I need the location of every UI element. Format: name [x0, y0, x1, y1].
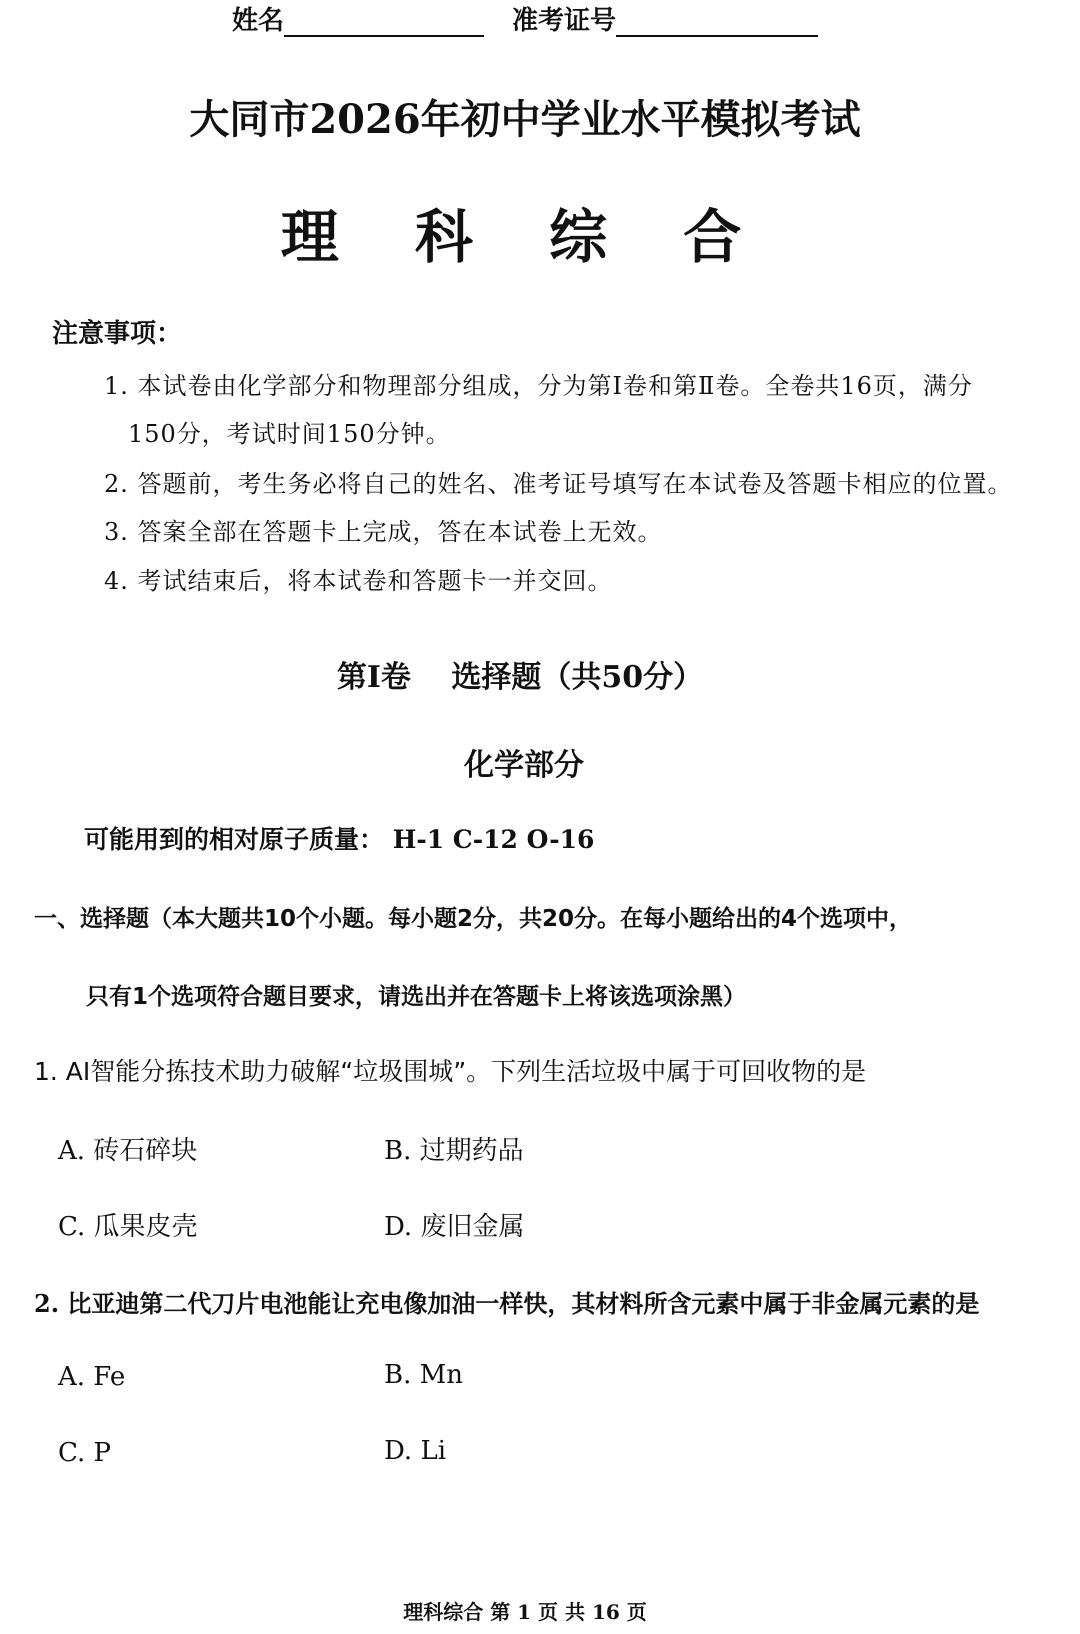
question-stem-2: 2. 比亚迪第二代刀片电池能让充电像加油一样快，其材料所含元素中属于非金属元素的是	[34, 1289, 980, 1318]
exam-id-field[interactable]	[512, 0, 818, 37]
section-title: 第Ⅰ卷 选择题（共50分）	[336, 660, 704, 695]
page-footer: 理科综合 第 1 页 共 16 页	[403, 1600, 647, 1624]
notice-heading: 注意事项：	[52, 319, 183, 349]
question-stem-1: 1. AI智能分拣技术助力破解“垃圾围城”。下列生活垃圾中属于可回收物的是	[34, 1057, 867, 1086]
notice-item: 3. 答案全部在答题卡上完成，答在本试卷上无效。	[104, 518, 663, 546]
atomic-mass-line: 可能用到的相对原子质量： H-1 C-12 O-16	[84, 825, 595, 854]
question-group-instruction: 只有1个选项符合题目要求，请选出并在答题卡上将该选项涂黑）	[86, 984, 747, 1010]
option-1b[interactable]: B. 过期药品	[384, 1136, 524, 1166]
notice-item: 4. 考试结束后，将本试卷和答题卡一并交回。	[104, 567, 613, 595]
option-1a[interactable]: A. 砖石碎块	[58, 1136, 198, 1166]
name-field[interactable]	[232, 0, 484, 37]
name-blank[interactable]	[284, 9, 484, 37]
option-1d[interactable]: D. 废旧金属	[384, 1212, 525, 1242]
subject-title: 理 科 综 合	[280, 203, 770, 271]
option-2a[interactable]: A. Fe	[58, 1362, 126, 1392]
option-2d[interactable]: D. Li	[384, 1436, 447, 1466]
option-2c[interactable]: C. P	[58, 1438, 111, 1468]
name-label: 姓名	[232, 6, 285, 36]
part-title: 化学部分	[464, 748, 584, 783]
notice-item: 2. 答题前，考生务必将自己的姓名、准考证号填写在本试卷及答题卡相应的位置。	[104, 470, 1013, 498]
option-1c[interactable]: C. 瓜果皮壳	[58, 1212, 198, 1242]
exam-id-blank[interactable]	[616, 9, 818, 37]
notice-item: 1. 本试卷由化学部分和物理部分组成，分为第Ⅰ卷和第Ⅱ卷。全卷共16页，满分	[104, 372, 973, 400]
question-group-instruction: 一、选择题（本大题共10个小题。每小题2分，共20分。在每小题给出的4个选项中，	[34, 906, 913, 932]
notice-item: 150分，考试时间150分钟。	[128, 420, 451, 448]
exam-id-label: 准考证号	[512, 6, 617, 36]
exam-title: 大同市2026年初中学业水平模拟考试	[189, 96, 861, 143]
option-2b[interactable]: B. Mn	[384, 1360, 464, 1390]
